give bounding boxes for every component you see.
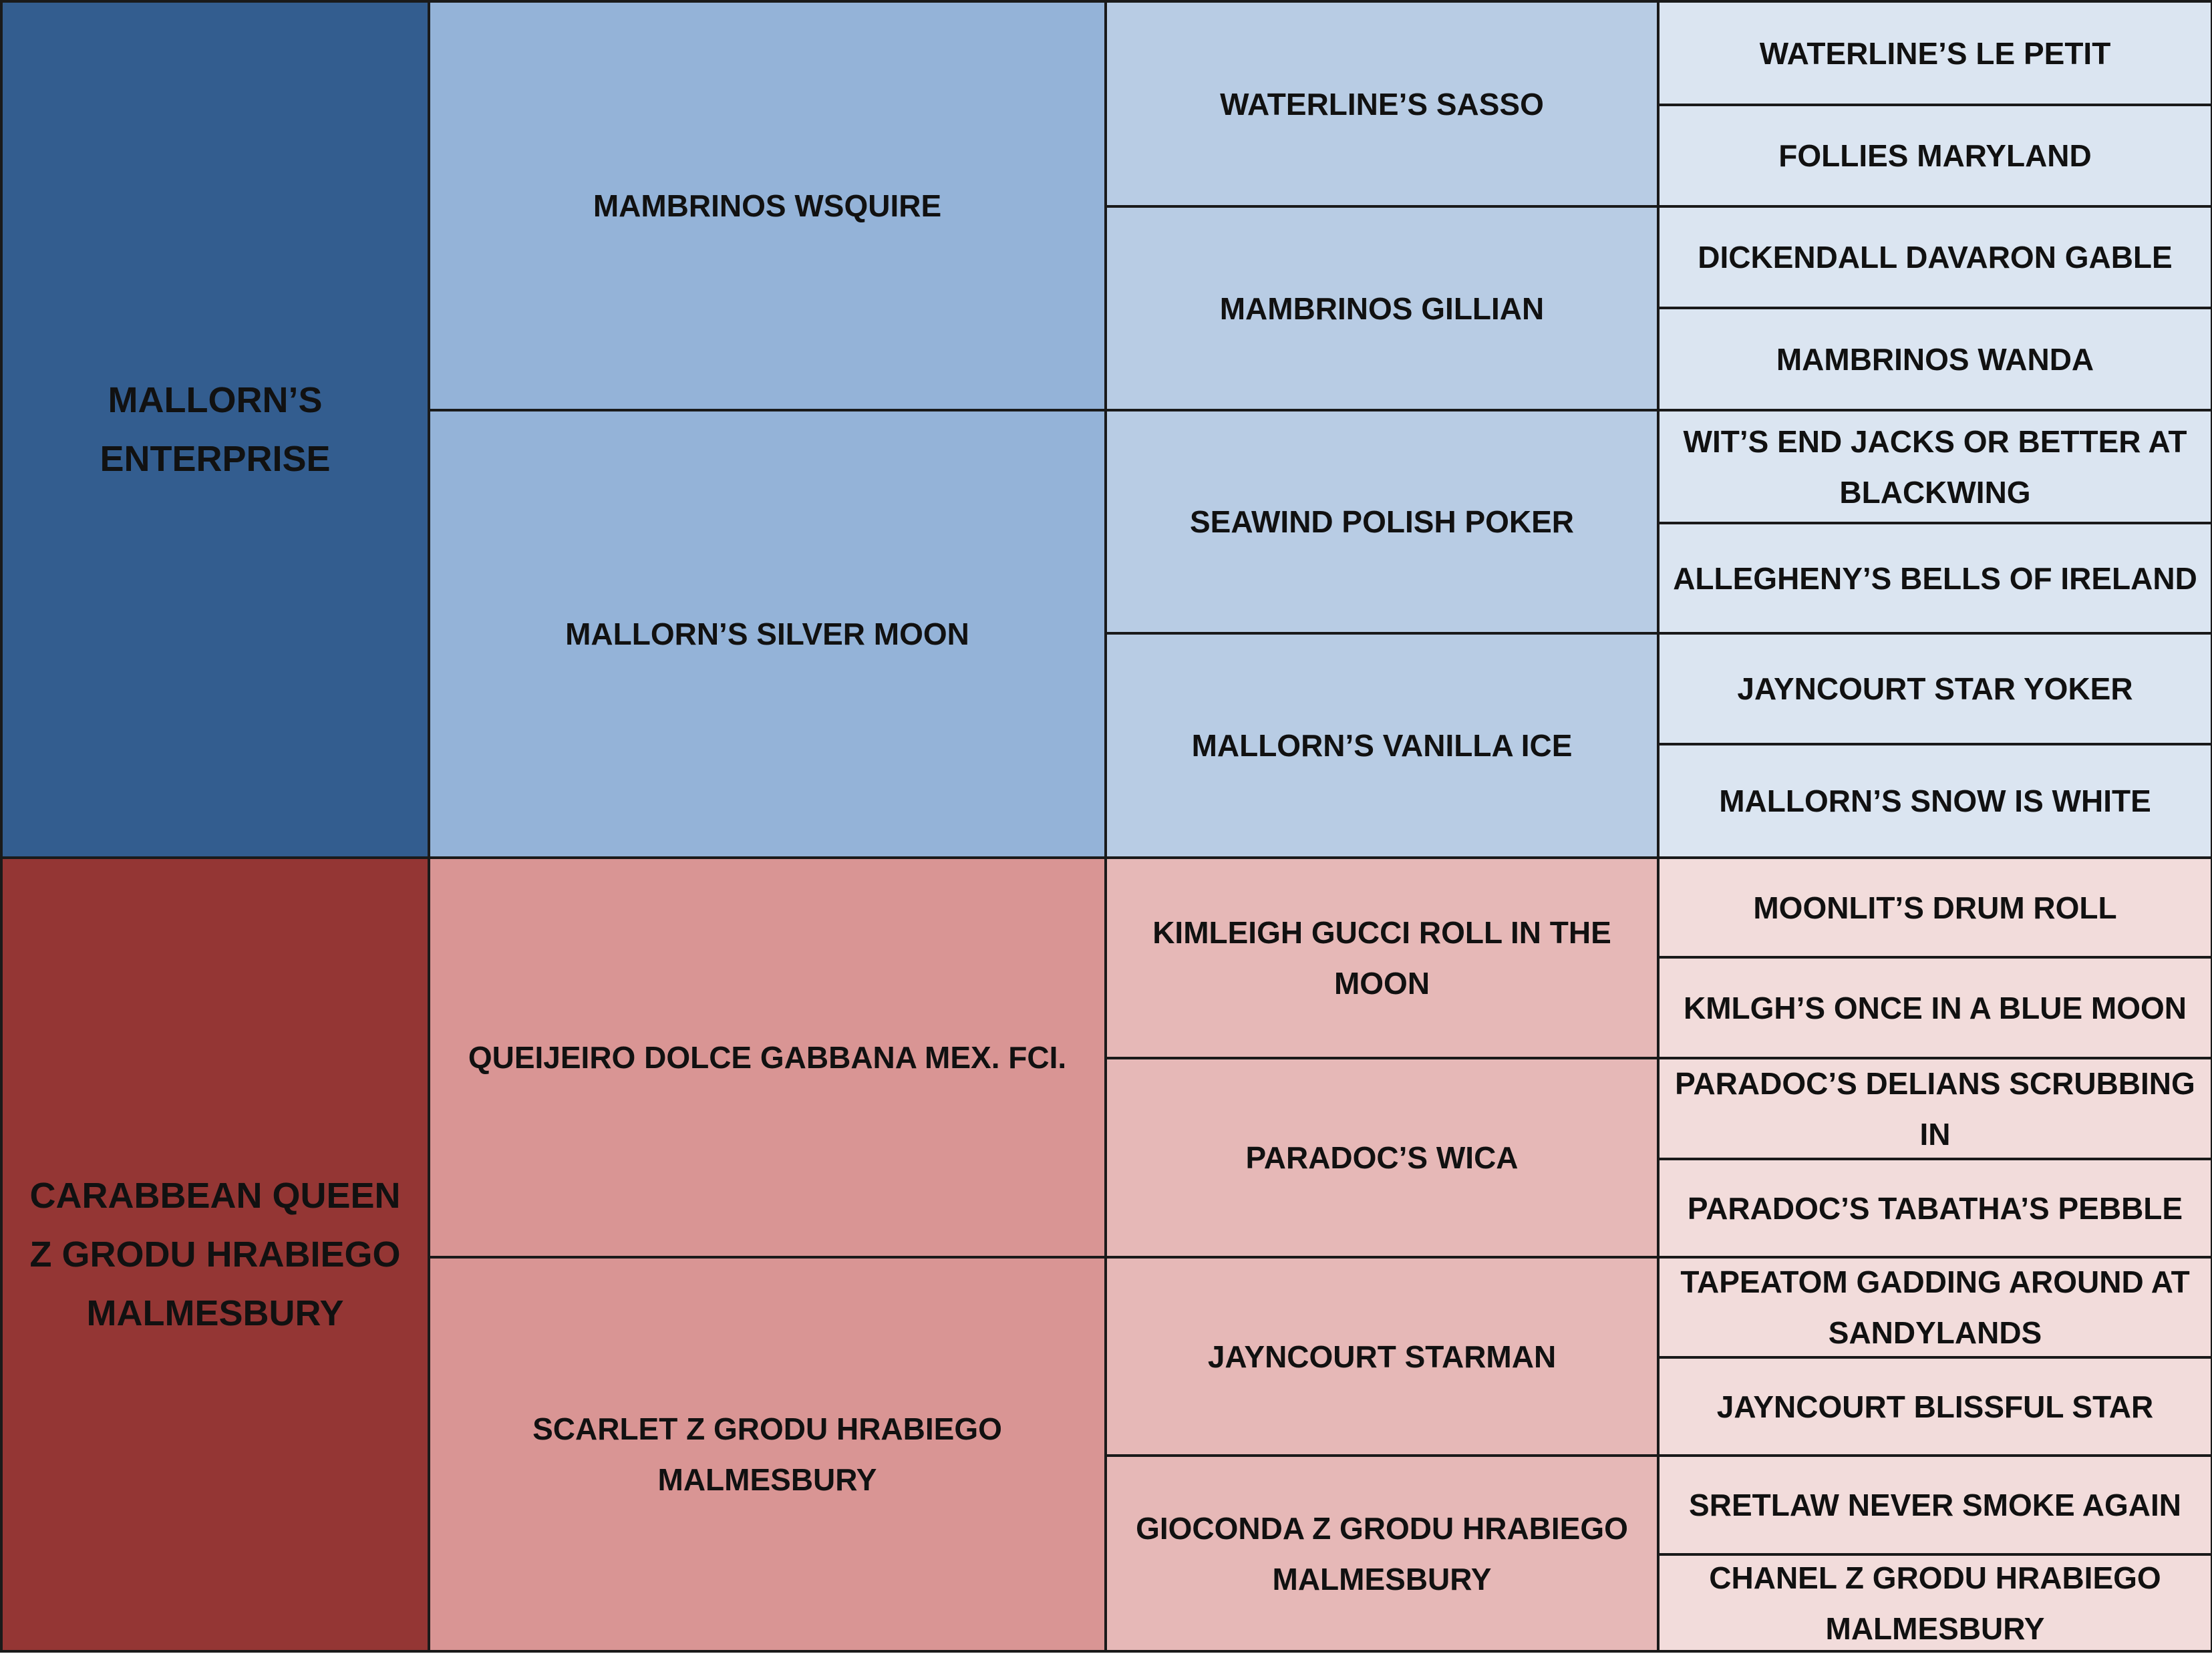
great-grandparent [1104,1057,1660,1259]
ancestor-name: MALLORN’S VANILLA ICE [1191,728,1573,763]
great-great-grandparent [1657,1553,2212,1653]
paternal-granddam [428,409,1107,859]
ancestor-name: WATERLINE’S SASSO [1220,86,1544,122]
great-great-grandparent [1657,409,2212,524]
great-great-grandparent [1657,1057,2212,1160]
ancestor-name: TAPEATOM GADDING AROUND AT SANDYLANDS [1680,1265,2190,1350]
ancestor-name: MALLORN’S SNOW IS WHITE [1719,784,2151,818]
maternal-grandsire [428,856,1107,1259]
ancestor-name: ALLEGHENY’S BELLS OF IRELAND [1673,560,2197,596]
great-grandparent [1104,1256,1660,1457]
great-great-grandparent [1657,307,2212,411]
maternal-granddam [428,1256,1107,1653]
great-grandparent [1104,409,1660,635]
ancestor-name: MALLORN’S SILVER MOON [565,617,969,651]
great-grandparent [1104,1454,1660,1653]
ancestor-name: KMLGH’S ONCE IN A BLUE MOON [1683,990,2187,1025]
ancestor-name: SEAWIND POLISH POKER [1189,504,1575,539]
great-great-grandparent [1657,522,2212,635]
ancestor-name: CHANEL Z GRODU HRABIEGO MALMESBURY [1709,1560,2161,1646]
great-great-grandparent [1657,743,2212,859]
great-great-grandparent [1657,1454,2212,1556]
ancestor-name: WIT’S END JACKS OR BETTER AT BLACKWING [1683,424,2187,510]
dam [0,856,430,1653]
great-great-grandparent [1657,1158,2212,1259]
paternal-grandsire [428,0,1107,411]
ancestor-name: SRETLAW NEVER SMOKE AGAIN [1689,1488,2181,1522]
great-great-grandparent [1657,1356,2212,1457]
great-grandparent [1104,856,1660,1059]
great-great-grandparent [1657,856,2212,959]
great-grandparent [1104,0,1660,208]
great-grandparent [1104,632,1660,859]
ancestor-name: JAYNCOURT STARMAN [1207,1339,1557,1374]
sire-name: MALLORN’S ENTERPRISE [100,380,331,479]
sire [0,0,430,859]
ancestor-name: PARADOC’S TABATHA’S PEBBLE [1687,1190,2183,1226]
ancestor-name: MAMBRINOS WANDA [1776,341,2094,377]
great-great-grandparent [1657,956,2212,1059]
ancestor-name: PARADOC’S WICA [1245,1140,1519,1175]
ancestor-name: JAYNCOURT BLISSFUL STAR [1716,1389,2154,1424]
ancestor-name: KIMLEIGH GUCCI ROLL IN THE MOON [1152,915,1611,1001]
ancestor-name: GIOCONDA Z GRODU HRABIEGO MALMESBURY [1136,1510,1628,1597]
ancestor-name: DICKENDALL DAVARON GABLE [1698,240,2173,275]
ancestor-name: MAMBRINOS GILLIAN [1219,291,1545,326]
ancestor-name: MAMBRINOS WSQUIRE [593,188,942,223]
ancestor-name: WATERLINE’S LE PETIT [1759,35,2111,71]
ancestor-name: QUEIJEIRO DOLCE GABBANA MEX. FCI. [468,1040,1067,1075]
ancestor-name: SCARLET Z GRODU HRABIEGO MALMESBURY [532,1411,1002,1497]
great-great-grandparent [1657,205,2212,309]
ancestor-name: FOLLIES MARYLAND [1778,138,2092,173]
ancestor-name: PARADOC’S DELIANS SCRUBBING IN [1675,1065,2195,1152]
great-great-grandparent [1657,1256,2212,1359]
great-great-grandparent [1657,104,2212,208]
ancestor-name: JAYNCOURT STAR YOKER [1737,671,2133,706]
great-great-grandparent [1657,632,2212,745]
great-grandparent [1104,205,1660,411]
dam-name: CARABBEAN QUEEN Z GRODU HRABIEGO MALMESBURY [29,1176,401,1333]
ancestor-name: MOONLIT’S DRUM ROLL [1753,890,2117,925]
great-great-grandparent [1657,0,2212,106]
